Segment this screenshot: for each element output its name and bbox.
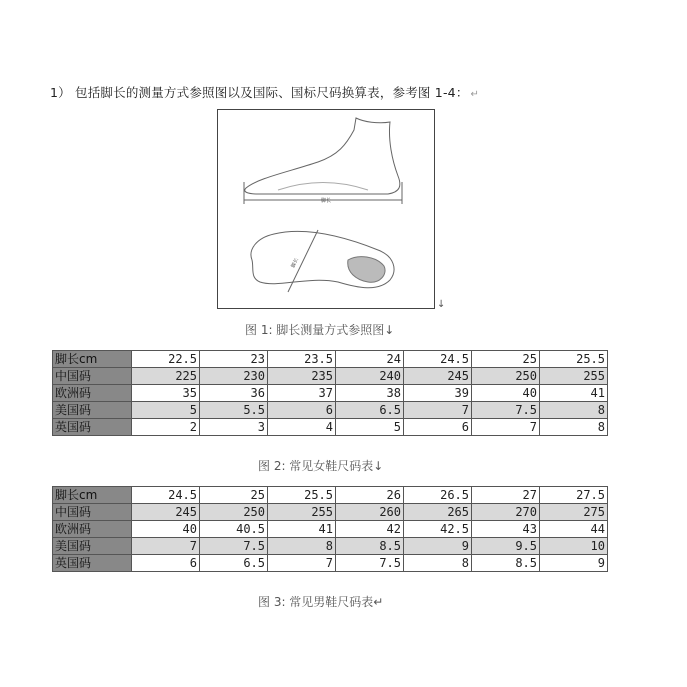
foot-measurement-figure xyxy=(217,109,435,309)
table-cell: 40 xyxy=(132,521,200,538)
table-cell: 8.5 xyxy=(472,555,540,572)
table-cell: 235 xyxy=(268,368,336,385)
table-cell: 225 xyxy=(132,368,200,385)
table-cell: 43 xyxy=(472,521,540,538)
table-cell: 7.5 xyxy=(472,402,540,419)
table-cell: 8 xyxy=(540,419,608,436)
caption-fig2: 图 2: 常见女鞋尺码表↓ xyxy=(258,459,384,473)
table-cell: 25 xyxy=(200,487,268,504)
table-cell: 23.5 xyxy=(268,351,336,368)
table-cell: 240 xyxy=(336,368,404,385)
table-cell: 5.5 xyxy=(200,402,268,419)
table-cell: 245 xyxy=(132,504,200,521)
table-cell: 6 xyxy=(268,402,336,419)
foot-illustration xyxy=(218,110,434,308)
row-header: 美国码 xyxy=(53,402,132,419)
table-cell: 22.5 xyxy=(132,351,200,368)
table-cell: 6 xyxy=(132,555,200,572)
row-header: 脚长cm xyxy=(53,487,132,504)
table-cell: 41 xyxy=(268,521,336,538)
table-cell: 27.5 xyxy=(540,487,608,504)
caption-fig1: 图 1: 脚长测量方式参照图↓ xyxy=(245,323,395,337)
table-cell: 8 xyxy=(268,538,336,555)
table-cell: 5 xyxy=(132,402,200,419)
table-cell: 37 xyxy=(268,385,336,402)
table-cell: 2 xyxy=(132,419,200,436)
table-cell: 25.5 xyxy=(268,487,336,504)
men-size-table xyxy=(52,486,608,572)
table-cell: 7 xyxy=(472,419,540,436)
table-cell: 5 xyxy=(336,419,404,436)
table-cell: 3 xyxy=(200,419,268,436)
table-cell: 6 xyxy=(404,419,472,436)
table-cell: 36 xyxy=(200,385,268,402)
table-row xyxy=(53,555,608,572)
table-cell: 260 xyxy=(336,504,404,521)
table-cell: 255 xyxy=(268,504,336,521)
table-cell: 23 xyxy=(200,351,268,368)
top-length-label: 脚长 xyxy=(290,257,301,269)
table-cell: 7.5 xyxy=(336,555,404,572)
table-cell: 9 xyxy=(404,538,472,555)
table-cell: 7 xyxy=(404,402,472,419)
table-row xyxy=(53,521,608,538)
table-cell: 24.5 xyxy=(404,351,472,368)
table-cell: 26 xyxy=(336,487,404,504)
table-cell: 42.5 xyxy=(404,521,472,538)
row-header: 脚长cm xyxy=(53,351,132,368)
table-cell: 27 xyxy=(472,487,540,504)
table-row xyxy=(53,419,608,436)
table-cell: 265 xyxy=(404,504,472,521)
table-cell: 8.5 xyxy=(336,538,404,555)
table-row xyxy=(53,368,608,385)
table-row xyxy=(53,402,608,419)
table-cell: 25 xyxy=(472,351,540,368)
table-cell: 39 xyxy=(404,385,472,402)
table-cell: 7 xyxy=(268,555,336,572)
row-header: 中国码 xyxy=(53,368,132,385)
table-cell: 4 xyxy=(268,419,336,436)
table-cell: 275 xyxy=(540,504,608,521)
row-header: 美国码 xyxy=(53,538,132,555)
table-cell: 42 xyxy=(336,521,404,538)
table-cell: 38 xyxy=(336,385,404,402)
table-cell: 9.5 xyxy=(472,538,540,555)
table-cell: 250 xyxy=(472,368,540,385)
side-length-label: 脚长 xyxy=(321,198,332,204)
intro-text xyxy=(50,83,479,101)
table-row xyxy=(53,487,608,504)
table-row xyxy=(53,385,608,402)
table-cell: 270 xyxy=(472,504,540,521)
table-cell: 9 xyxy=(540,555,608,572)
table-row xyxy=(53,504,608,521)
caption-fig3: 图 3: 常见男鞋尺码表↵ xyxy=(258,595,384,609)
table-cell: 255 xyxy=(540,368,608,385)
table-cell: 8 xyxy=(540,402,608,419)
figure-arrow: ↓ xyxy=(437,299,446,310)
table-cell: 35 xyxy=(132,385,200,402)
table-cell: 7 xyxy=(132,538,200,555)
table-cell: 230 xyxy=(200,368,268,385)
table-cell: 25.5 xyxy=(540,351,608,368)
table-row xyxy=(53,351,608,368)
row-header: 中国码 xyxy=(53,504,132,521)
row-header: 英国码 xyxy=(53,555,132,572)
table-cell: 40 xyxy=(472,385,540,402)
table-cell: 6.5 xyxy=(336,402,404,419)
table-cell: 26.5 xyxy=(404,487,472,504)
table-cell: 250 xyxy=(200,504,268,521)
table-cell: 6.5 xyxy=(200,555,268,572)
table-cell: 8 xyxy=(404,555,472,572)
row-header: 英国码 xyxy=(53,419,132,436)
row-header: 欧洲码 xyxy=(53,521,132,538)
table-cell: 10 xyxy=(540,538,608,555)
table-cell: 245 xyxy=(404,368,472,385)
table-cell: 40.5 xyxy=(200,521,268,538)
table-row xyxy=(53,538,608,555)
paragraph-mark: ↵ xyxy=(470,89,480,100)
intro-label: 1） 包括脚长的测量方式参照图以及国际、国标尺码换算表，参考图 1-4： xyxy=(50,85,469,100)
table-cell: 7.5 xyxy=(200,538,268,555)
row-header: 欧洲码 xyxy=(53,385,132,402)
table-cell: 41 xyxy=(540,385,608,402)
table-cell: 24 xyxy=(336,351,404,368)
table-cell: 44 xyxy=(540,521,608,538)
table-cell: 24.5 xyxy=(132,487,200,504)
women-size-table xyxy=(52,350,608,436)
